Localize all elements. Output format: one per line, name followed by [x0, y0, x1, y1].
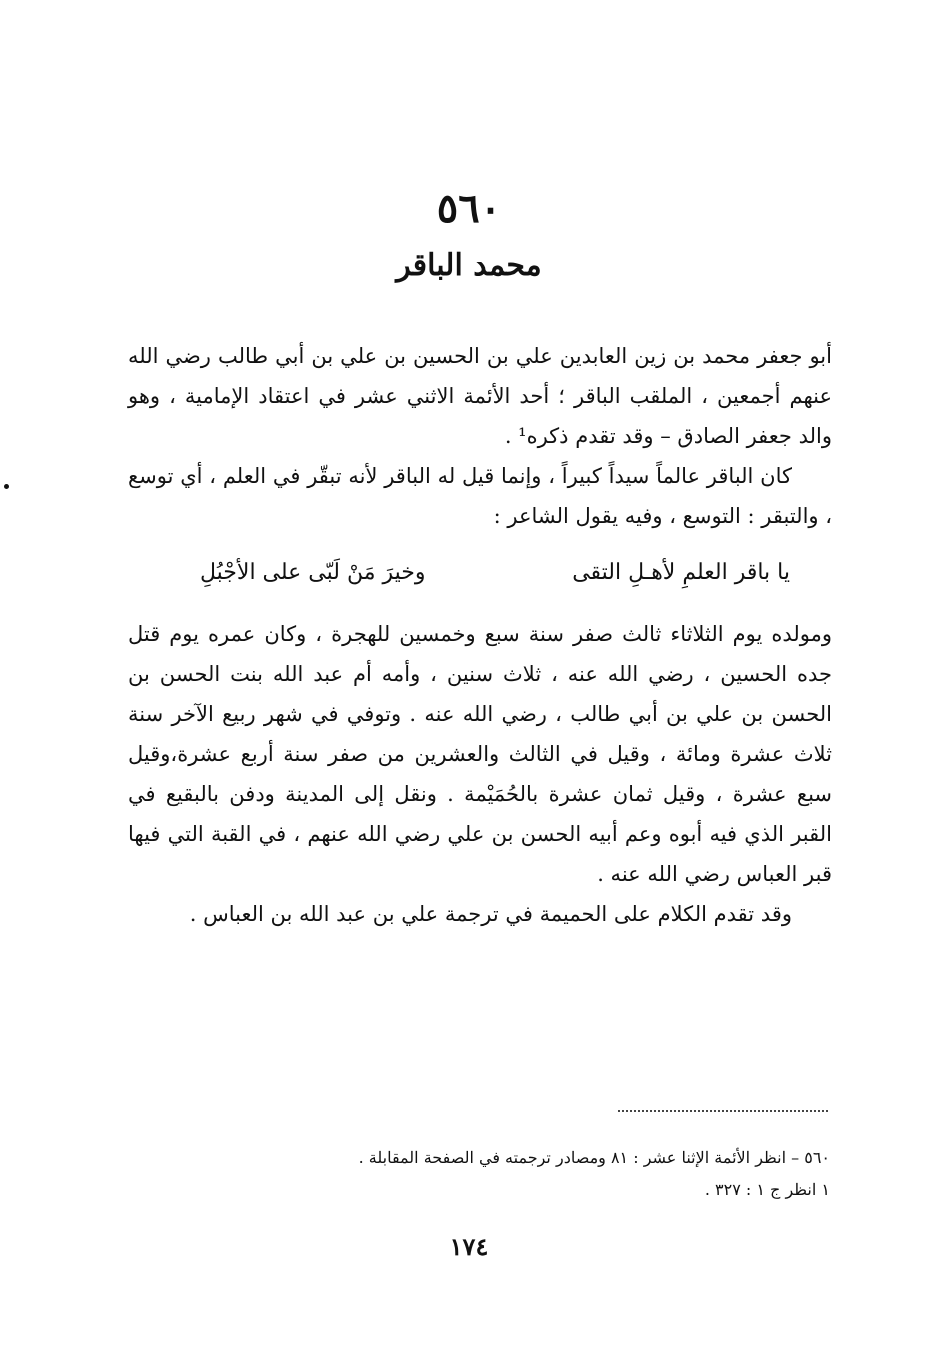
verse-second-hemistich: وخيرَ مَنْ لَبّى على الأجْبُلِ: [200, 560, 426, 585]
entry-number: ٥٦٠: [436, 185, 502, 232]
footnote-divider: [618, 1110, 828, 1112]
footnote-one: ١ انظر ج ١ : ٣٢٧ .: [704, 1180, 830, 1199]
footnote-entry-sources: ٥٦٠ – انظر الأئمة الإثنا عشر : ٨١ ومصادر ترجمته في الصفحة المقابلة .: [358, 1148, 830, 1167]
body-text-upper: [128, 336, 832, 536]
footnotes: [300, 1142, 830, 1206]
paragraph-lineage: أبو جعفر محمد بن زين العابدين علي بن الحسين بن علي بن أبي طالب رضي الله عنهم أجمعين ، الملقب الباقر ؛ أحد الأئمة الاثني عشر في اعتقاد الإمامية ، وهو والد جعفر الصادق – وقد تقدم ذكره¹ .: [128, 344, 832, 448]
verse-first-hemistich: يا باقر العلمِ لأهـلِ التقى: [572, 560, 790, 585]
page-number: ١٧٤: [449, 1232, 489, 1261]
paragraph-birth-death: ومولده يوم الثلاثاء ثالث صفر سنة سبع وخمسين للهجرة ، وكان عمره يوم قتل جده الحسين ، رضي الله عنه ، ثلاث سنين ، وأمه أم عبد الله بنت الحسن بن الحسن بن علي بن أبي طالب ، رضي الله عنه . وتوفي في شهر ربيع الآخر سنة ثلاث عشرة ومائة ، وقيل في الثالث والعشرين من صفر سنة أربع عشرة،وقيل سبع عشرة ، وقيل ثمان عشرة بالحُمَيْمة . ونقل إلى المدينة ودفن بالبقيع في القبر الذي فيه أبوه وعم أبيه الحسن بن علي رضي الله عنهم ، في القبة التي فيها قبر العباس رضي الله عنه .: [128, 622, 832, 886]
poem-verse: [200, 555, 790, 591]
paragraph-cross-reference: وقد تقدم الكلام على الحميمة في ترجمة علي بن عبد الله بن العباس .: [189, 902, 792, 926]
entry-title: محمد الباقر: [396, 248, 542, 283]
margin-ink-dot: [4, 484, 9, 489]
body-text-lower: [128, 614, 832, 934]
paragraph-name-meaning: كان الباقر عالماً سيداً كبيراً ، وإنما قيل له الباقر لأنه تبقّر في العلم ، أي توسع ، والتبقر : التوسع ، وفيه يقول الشاعر :: [128, 464, 832, 528]
